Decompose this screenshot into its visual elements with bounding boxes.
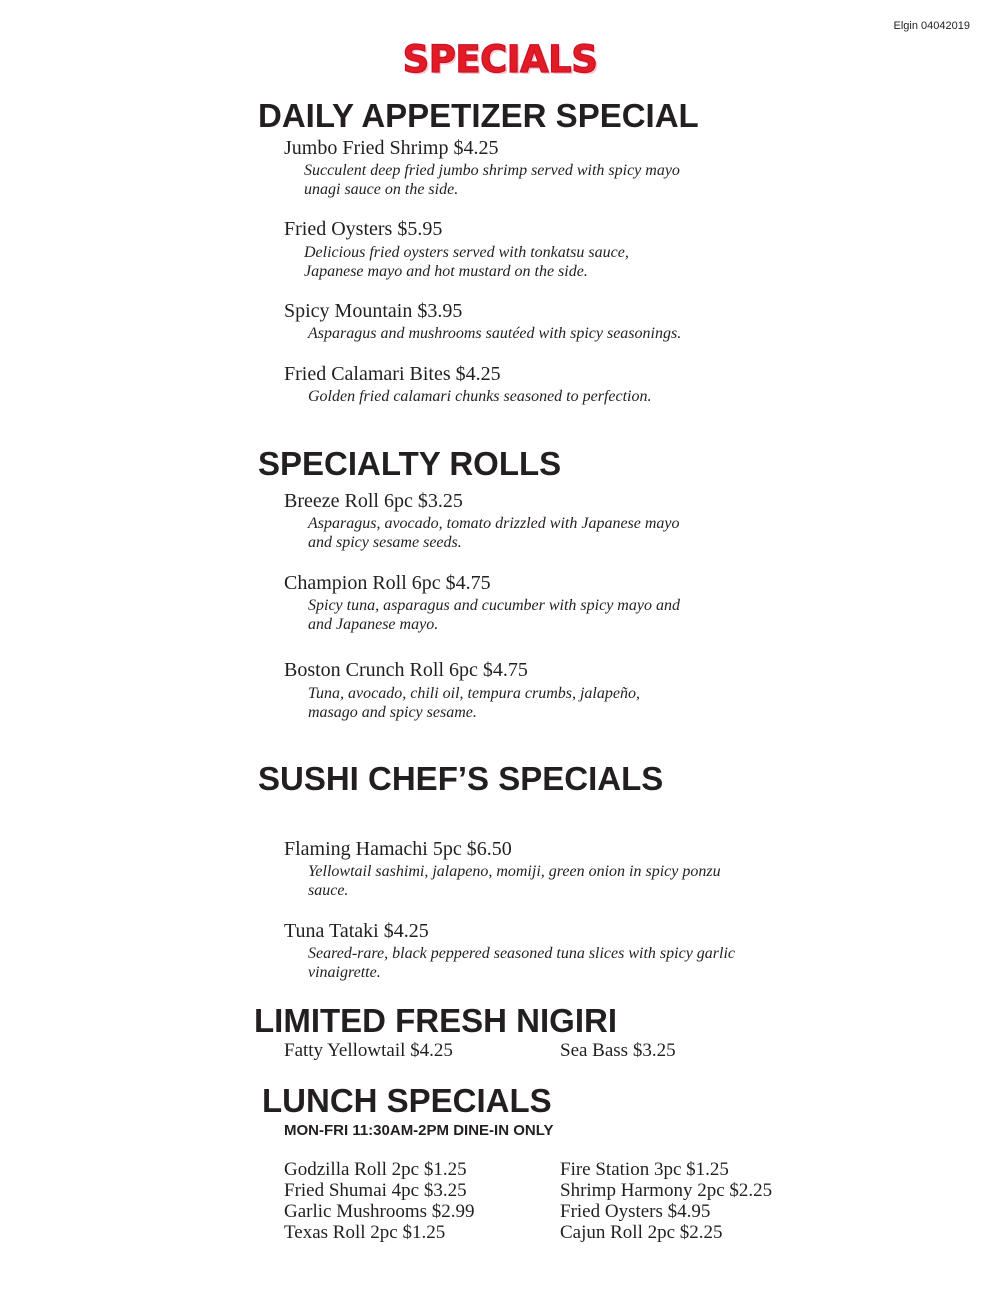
section-heading-appetizers: DAILY APPETIZER SPECIAL [258, 97, 699, 134]
menu-item-description [308, 862, 868, 900]
description-line: Seared-rare, black peppered seasoned tuna slices with spicy garlic [308, 945, 736, 962]
description-line: vinaigrette. [308, 964, 381, 981]
menu-item-name: Fried Oysters $5.95 [284, 218, 443, 240]
section-heading-chef: SUSHI CHEF’S SPECIALS [258, 760, 664, 797]
menu-item-description [308, 684, 848, 722]
menu-item-description [304, 243, 844, 281]
section-heading-lunch: LUNCH SPECIALS [262, 1082, 552, 1119]
menu-item-description [308, 596, 848, 634]
menu-item-description [308, 514, 848, 552]
list-item: Shrimp Harmony 2pc $2.25 [560, 1180, 773, 1201]
menu-item-name: Spicy Mountain $3.95 [284, 300, 463, 322]
menu-item-name: Fried Calamari Bites $4.25 [284, 363, 501, 385]
description-line: and Japanese mayo. [308, 616, 439, 633]
menu-item-description [308, 324, 868, 343]
menu-item-name: Boston Crunch Roll 6pc $4.75 [284, 659, 528, 681]
list-item: Texas Roll 2pc $1.25 [284, 1222, 446, 1243]
description-line: Golden fried calamari chunks seasoned to perfection. [308, 388, 652, 405]
lunch-hours-note: MON-FRI 11:30AM-2PM DINE-IN ONLY [284, 1122, 554, 1139]
section-heading-rolls: SPECIALTY ROLLS [258, 445, 562, 482]
menu-item-name: Jumbo Fried Shrimp $4.25 [284, 137, 499, 159]
menu-item-description [308, 387, 848, 406]
menu-item-name: Flaming Hamachi 5pc $6.50 [284, 838, 512, 860]
list-item: Godzilla Roll 2pc $1.25 [284, 1159, 467, 1180]
list-item: Fire Station 3pc $1.25 [560, 1159, 729, 1180]
lunch-list-left [284, 1159, 475, 1243]
menu-item-description [308, 944, 868, 982]
description-line: and spicy sesame seeds. [308, 534, 462, 551]
description-line: Japanese mayo and hot mustard on the side. [304, 263, 588, 280]
description-line: masago and spicy sesame. [308, 704, 477, 721]
lunch-list-right [560, 1159, 772, 1243]
description-line: Succulent deep fried jumbo shrimp served with spicy mayo [304, 162, 680, 179]
description-line: Tuna, avocado, chili oil, tempura crumbs, jalapeño, [308, 685, 640, 702]
description-line: Delicious fried oysters served with tonkatsu sauce, [304, 244, 629, 261]
menu-item-name: Breeze Roll 6pc $3.25 [284, 490, 463, 512]
menu-item-name: Champion Roll 6pc $4.75 [284, 572, 491, 594]
list-item: Garlic Mushrooms $2.99 [284, 1201, 475, 1222]
list-item: Cajun Roll 2pc $2.25 [560, 1222, 723, 1243]
list-item: Fried Oysters $4.95 [560, 1201, 711, 1222]
page-title: SPECIALS [402, 38, 598, 81]
list-item: Fried Shumai 4pc $3.25 [284, 1180, 467, 1201]
description-line: Spicy tuna, asparagus and cucumber with spicy mayo and [308, 597, 680, 614]
description-line: sauce. [308, 882, 349, 899]
menu-item-description [304, 161, 844, 199]
document-code: Elgin 04042019 [893, 20, 970, 32]
description-line: unagi sauce on the side. [304, 181, 459, 198]
description-line: Asparagus, avocado, tomato drizzled with Japanese mayo [308, 515, 680, 532]
nigiri-item-left: Fatty Yellowtail $4.25 [284, 1040, 453, 1061]
menu-item-name: Tuna Tataki $4.25 [284, 920, 429, 942]
description-line: Yellowtail sashimi, jalapeno, momiji, green onion in spicy ponzu [308, 863, 721, 880]
description-line: Asparagus and mushrooms sautéed with spicy seasonings. [308, 325, 682, 342]
section-heading-nigiri: LIMITED FRESH NIGIRI [254, 1002, 617, 1039]
nigiri-item-right: Sea Bass $3.25 [560, 1040, 676, 1061]
